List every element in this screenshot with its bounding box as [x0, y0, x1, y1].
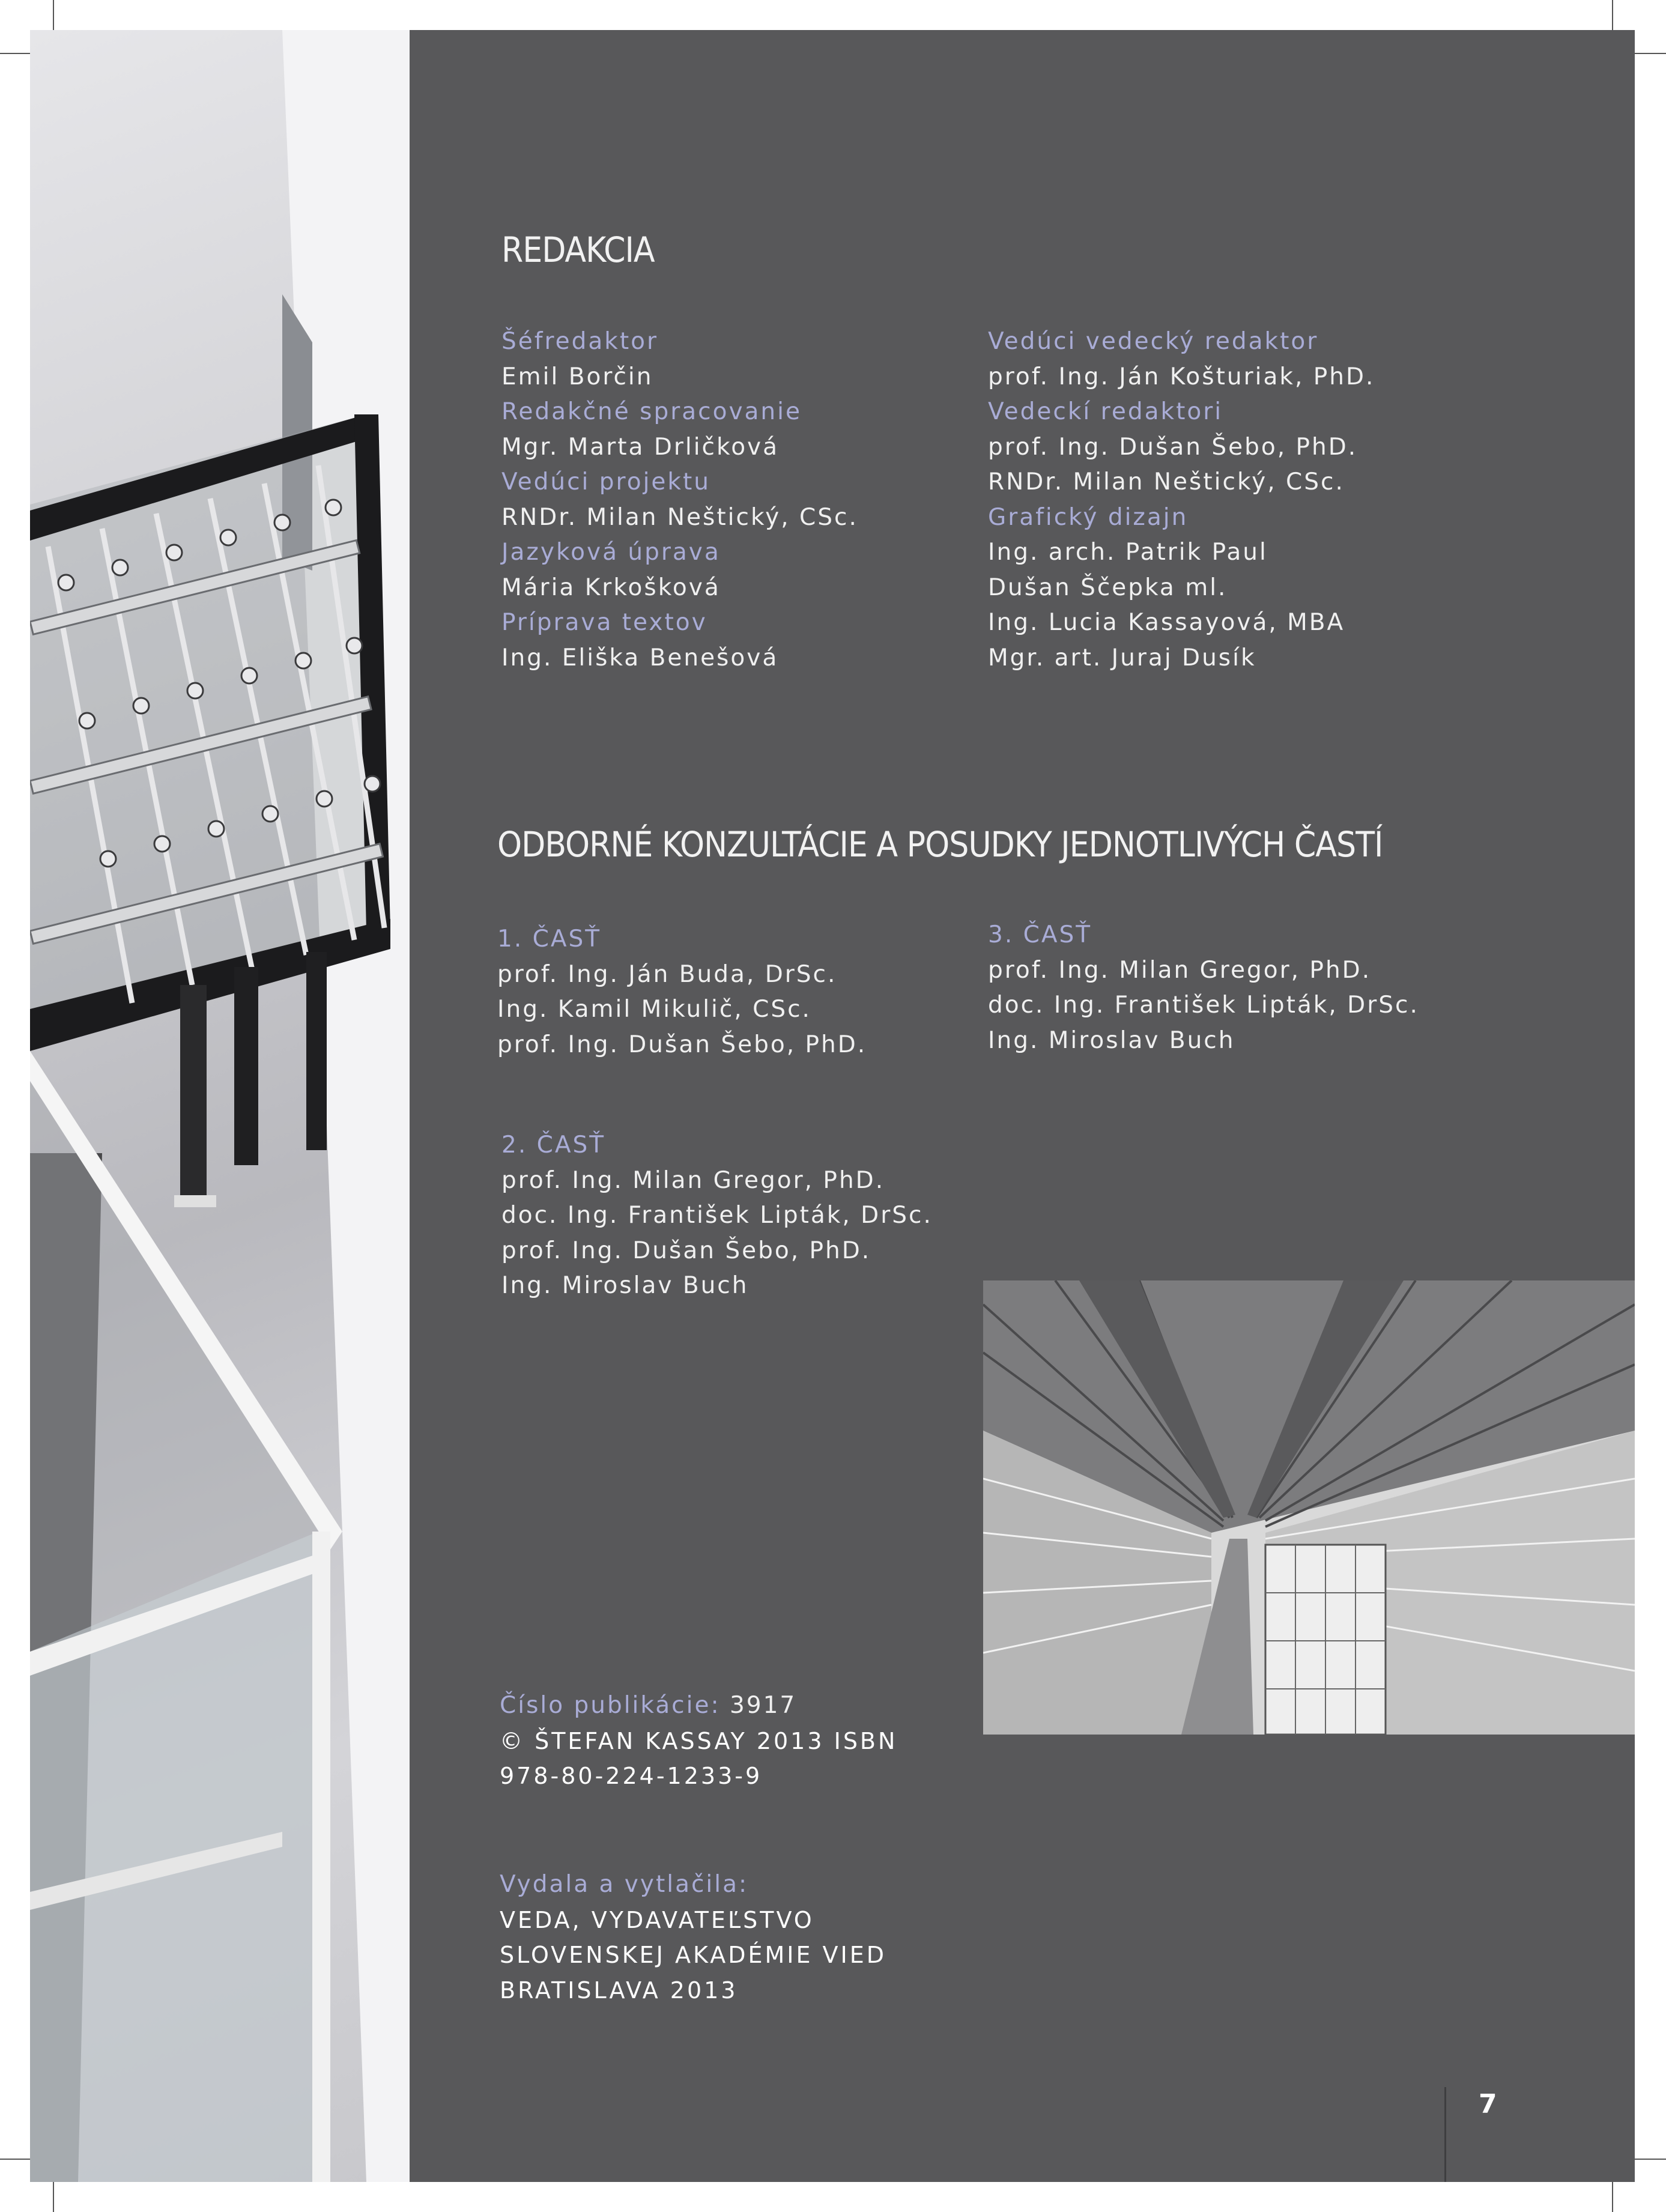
- person-name: Ing. Kamil Mikulič, CSc.: [497, 996, 811, 1023]
- role-label: Redakčné spracovanie: [501, 398, 802, 425]
- person-name: prof. Ing. Milan Gregor, PhD.: [988, 956, 1372, 984]
- person-name: prof. Ing. Milan Gregor, PhD.: [501, 1166, 885, 1194]
- crop-mark: [1612, 2182, 1613, 2212]
- part-label: 1. ČASŤ: [497, 926, 602, 953]
- redakcia-right-column: [988, 324, 1375, 676]
- publication-number-value: 3917: [720, 1692, 797, 1719]
- factory-render-svg: [983, 1280, 1635, 1735]
- person-name: Dušan Ščepka ml.: [988, 574, 1228, 601]
- role-label: Jazyková úprava: [501, 539, 721, 566]
- publisher-info: [500, 1867, 886, 2008]
- role-label: Vedeckí redaktori: [988, 398, 1223, 425]
- person-name: RNDr. Milan Neštický, CSc.: [988, 468, 1345, 495]
- crop-mark: [1612, 0, 1613, 30]
- role-label: Grafický dizajn: [988, 503, 1189, 531]
- redakcia-heading: REDAKCIA: [501, 229, 655, 270]
- page-number-divider: [1444, 2087, 1446, 2182]
- person-name: prof. Ing. Ján Buda, DrSc.: [497, 960, 837, 988]
- publisher-label: Vydala a vytlačila:: [500, 1871, 749, 1898]
- person-name: prof. Ing. Dušan Šebo, PhD.: [497, 1031, 867, 1058]
- redakcia-left-column: [501, 324, 858, 676]
- person-name: Mária Krkošková: [501, 574, 721, 601]
- role-label: Vedúci vedecký redaktor: [988, 328, 1319, 355]
- person-name: Ing. Eliška Benešová: [501, 644, 779, 671]
- part2-block: [501, 1128, 933, 1304]
- crop-mark: [0, 2159, 30, 2160]
- part-label: 2. ČASŤ: [501, 1132, 606, 1159]
- person-name: RNDr. Milan Neštický, CSc.: [501, 503, 858, 531]
- person-name: prof. Ing. Ján Košturiak, PhD.: [988, 363, 1375, 390]
- person-name: prof. Ing. Dušan Šebo, PhD.: [988, 433, 1358, 461]
- credits-panel: [410, 30, 1635, 2182]
- crop-mark: [0, 53, 30, 54]
- person-name: doc. Ing. František Lipták, DrSc.: [501, 1202, 933, 1229]
- crop-mark: [53, 2182, 54, 2212]
- person-name: doc. Ing. František Lipták, DrSc.: [988, 992, 1419, 1019]
- publisher-line: VEDA, VYDAVATEĽSTVO: [500, 1906, 814, 1933]
- factory-interior-image: [983, 1280, 1635, 1735]
- copyright-line: © ŠTEFAN KASSAY 2013 ISBN: [500, 1727, 898, 1754]
- crop-mark: [1635, 53, 1666, 54]
- person-name: Mgr. art. Juraj Dusík: [988, 644, 1256, 671]
- person-name: Mgr. Marta Drličková: [501, 433, 780, 461]
- part-label: 3. ČASŤ: [988, 921, 1092, 948]
- publication-info: [500, 1688, 897, 1794]
- part3-block: [988, 918, 1419, 1058]
- person-name: Ing. Miroslav Buch: [501, 1272, 749, 1299]
- person-name: Ing. Miroslav Buch: [988, 1026, 1235, 1054]
- person-name: Ing. arch. Patrik Paul: [988, 539, 1268, 566]
- rack-render-svg: [30, 30, 410, 2182]
- publication-number-label: Číslo publikácie:: [500, 1692, 721, 1719]
- publisher-line: BRATISLAVA 2013: [500, 1977, 738, 2004]
- person-name: prof. Ing. Dušan Šebo, PhD.: [501, 1237, 871, 1264]
- crop-mark: [1635, 2159, 1666, 2160]
- role-label: Šéfredaktor: [501, 328, 659, 355]
- person-name: Emil Borčin: [501, 363, 653, 390]
- page-number: 7: [1479, 2089, 1497, 2120]
- role-label: Vedúci projektu: [501, 468, 711, 495]
- crop-mark: [53, 0, 54, 30]
- isbn-line: 978-80-224-1233-9: [500, 1763, 763, 1789]
- role-label: Príprava textov: [501, 609, 707, 636]
- conveyor-rack-illustration: [30, 30, 410, 2182]
- konzultacie-heading: ODBORNÉ KONZULTÁCIE A POSUDKY JEDNOTLIVÝCH ČASTÍ: [497, 824, 1383, 865]
- part1-block: [497, 922, 867, 1062]
- person-name: Ing. Lucia Kassayová, MBA: [988, 609, 1345, 636]
- publisher-line: SLOVENSKEJ AKADÉMIE VIED: [500, 1942, 887, 1968]
